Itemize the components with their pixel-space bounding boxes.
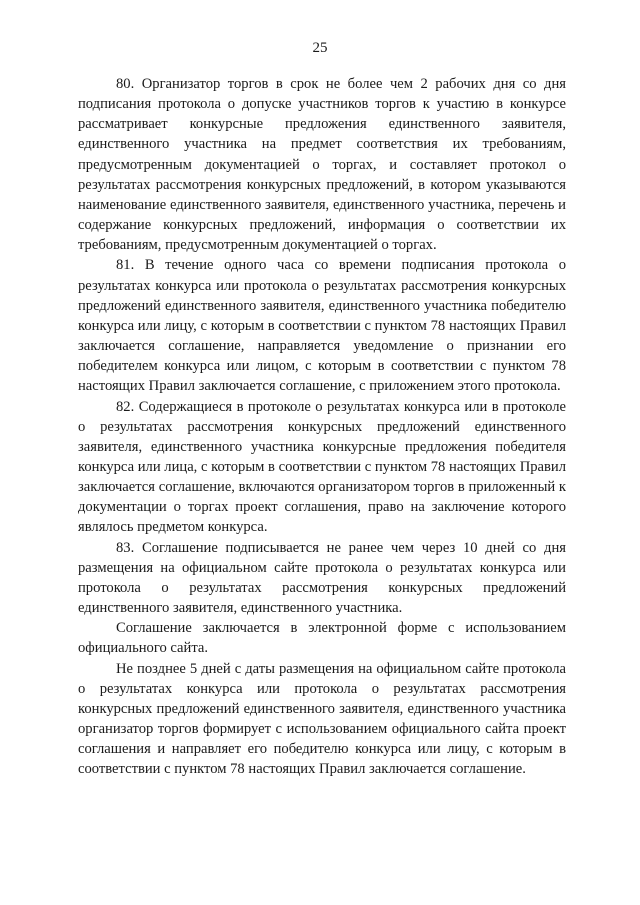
paragraph-electronic-form: Соглашение заключается в электронной форме с использованием официального сайта. — [78, 620, 566, 657]
paragraph-81: 81. В течение одного часа со времени подписания протокола о результатах конкурса или протокола о результатах рассмотрения конкурсных предложений единственного заявителя, единственного участника победителю конкурса или лицу, с которым в соответствии с пунктом 78 настоящих Правил заключается соглашение, направляется уведомление о признании его победителем конкурса или лицом, с которым в соответствии с пунктом 78 настоящих Правил заключается соглашение, с приложением этого протокола. — [78, 257, 566, 395]
page-number: 25 — [312, 40, 328, 56]
document-body — [78, 74, 566, 779]
paragraph-deadline: Не позднее 5 дней с даты размещения на официальном сайте протокола о результатах конкурса или протокола о результатах рассмотрения конкурсных предложений единственного заявителя, единственного участника организатор торгов формирует с использованием официального сайта проект соглашения и направляет его победителю конкурса или лицу, с которым в соответствии с пунктом 78 настоящих Правил заключается соглашение. — [78, 660, 566, 778]
paragraph-82: 82. Содержащиеся в протоколе о результатах конкурса или в протоколе о результатах рассмотрения конкурсных предложений единственного заявителя, единственного участника конкурсные предложения победителя конкурса или лица, с которым в соответствии с пунктом 78 настоящих Правил заключается соглашение, включаются организатором торгов в приложенный к документации о торгах проект соглашения, право на заключение которого являлось предметом конкурса. — [78, 398, 566, 536]
paragraph-83: 83. Соглашение подписывается не ранее чем через 10 дней со дня размещения на официальном сайте протокола о результатах конкурса или протокола о результатах рассмотрения конкурсных предложений единственного заявителя, единственного участника. — [78, 539, 566, 617]
paragraph-80: 80. Организатор торгов в срок не более чем 2 рабочих дня со дня подписания протокола о допуске участников торгов к участию в конкурсе рассматривает конкурсные предложения единственного заявителя, единственного участника на предмет соответствия их требованиям, предусмотренным документацией о торгах, и составляет протокол о результатах рассмотрения конкурсных предложений, в котором указываются наименование единственного заявителя, единственного участника, перечень и содержание конкурсных предложений, информация о соответствии их требованиям, предусмотренным документацией о торгах. — [78, 76, 566, 254]
